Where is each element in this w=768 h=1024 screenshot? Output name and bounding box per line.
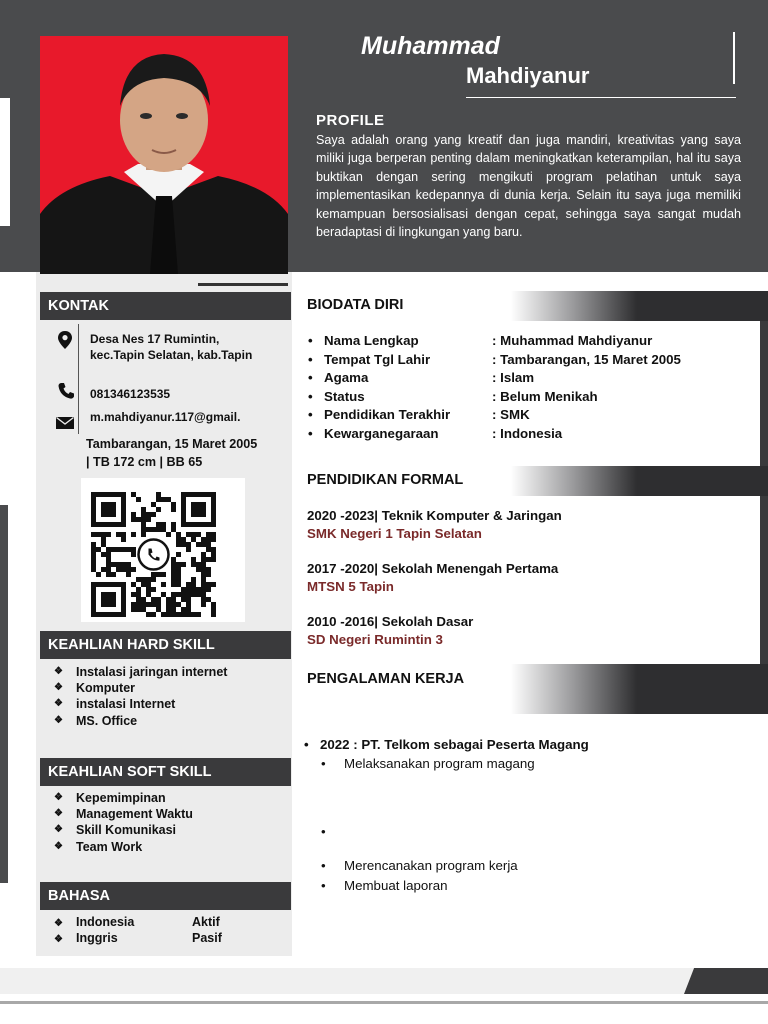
language-level: Aktif xyxy=(192,915,220,929)
experience-item xyxy=(304,737,589,752)
list-item-label: Instalasi jaringan internet xyxy=(76,665,228,679)
profile-text: Saya adalah orang yang kreatif dan juga mandiri, kreativitas yang saya miliki juga berperan penting dalam meningkatkan keterampilan, hal itu saya buktikan dengan sering mengikuti program pelatihan untuk saya implementasikan kedepannya di dunia kerja. Selain itu saya juga memiliki kemampuan bersosialisasi dengan cepat, sehingga saya sangat mudah beradaptasi di lingkungan yang baru. xyxy=(316,133,741,240)
experience-header: PENGALAMAN KERJA xyxy=(300,664,768,714)
biodata-label xyxy=(308,333,419,348)
education-period: 2017 -2020| Sekolah Menengah Pertama xyxy=(307,561,559,576)
profile-photo xyxy=(40,36,288,274)
language-item xyxy=(54,931,118,945)
name-divider xyxy=(466,97,736,98)
diamond-bullet-icon: ❖ xyxy=(54,792,63,803)
list-item-label: MS. Office xyxy=(76,713,138,728)
biodata-label xyxy=(308,370,368,385)
bullet-icon: • xyxy=(308,333,313,348)
list-item-label: Kepemimpinan xyxy=(76,791,166,805)
diamond-bullet-icon: ❖ xyxy=(54,918,63,929)
list-item xyxy=(54,664,227,680)
bullet-icon: • xyxy=(321,878,326,893)
biodata-label xyxy=(308,352,430,367)
list-item xyxy=(54,839,193,855)
biodata-label xyxy=(308,426,439,441)
diamond-bullet-icon: ❖ xyxy=(54,698,63,710)
bullet-icon: • xyxy=(304,737,309,752)
education-school: MTSN 5 Tapin xyxy=(307,579,394,594)
diamond-bullet-icon: ❖ xyxy=(54,824,63,836)
experience-subitem-text: Merencanakan program kerja xyxy=(344,858,518,873)
diamond-bullet-icon: ❖ xyxy=(54,934,63,945)
footer-rule xyxy=(0,1001,768,1004)
education-header: PENDIDIKAN FORMAL xyxy=(300,466,768,496)
phone-number: 081346123535 xyxy=(90,387,171,401)
name-first: Muhammad xyxy=(361,32,500,60)
profile-title: PROFILE xyxy=(316,112,385,129)
biodata-label-text: Kewarganegaraan xyxy=(324,426,439,441)
address-line-2: kec.Tapin Selatan, kab.Tapin xyxy=(90,348,253,362)
education-school: SMK Negeri 1 Tapin Selatan xyxy=(307,526,482,541)
experience-subitem xyxy=(321,878,447,893)
list-item-label: instalasi Internet xyxy=(76,697,176,712)
education-period: 2020 -2023| Teknik Komputer & Jaringan xyxy=(307,508,562,523)
address-line-1: Desa Nes 17 Rumintin, xyxy=(90,332,220,346)
bullet-icon: • xyxy=(321,858,326,873)
bullet-icon: • xyxy=(308,370,313,385)
biodata-value: : Tambarangan, 15 Maret 2005 xyxy=(492,352,681,367)
biodata-value: : Belum Menikah xyxy=(492,389,598,404)
birth-info: Tambarangan, 15 Maret 2005 xyxy=(86,437,258,451)
experience-empty-bullet xyxy=(321,824,344,839)
education-period: 2010 -2016| Sekolah Dasar xyxy=(307,614,474,629)
list-item xyxy=(54,790,193,806)
diamond-bullet-icon: ❖ xyxy=(54,840,63,852)
biodata-label-text: Tempat Tgl Lahir xyxy=(324,352,431,367)
footer-band xyxy=(0,968,768,994)
decor-strip xyxy=(0,505,8,883)
biodata-label-text: Agama xyxy=(324,370,369,385)
decor-edge xyxy=(760,321,768,467)
soft-skill-header: KEAHLIAN SOFT SKILL xyxy=(40,758,291,786)
list-item-label: Management Waktu xyxy=(76,807,193,822)
language-name: Inggris xyxy=(76,931,118,945)
bullet-icon: • xyxy=(321,824,326,839)
decor-edge xyxy=(760,496,768,664)
bullet-icon: • xyxy=(308,407,313,422)
list-item xyxy=(54,680,227,696)
language-level: Pasif xyxy=(192,931,222,945)
soft-skill-list xyxy=(54,790,193,855)
biodata-value: : Indonesia xyxy=(492,426,563,441)
biodata-value: : SMK xyxy=(492,407,530,422)
biodata-label xyxy=(308,407,450,422)
bullet-icon: • xyxy=(308,389,313,404)
hard-skill-list xyxy=(54,664,227,729)
experience-subitem-text: Melaksanakan program magang xyxy=(344,756,535,771)
experience-title: 2022 : PT. Telkom sebagai Peserta Magang xyxy=(320,737,589,752)
diamond-bullet-icon: ❖ xyxy=(54,682,63,694)
name-vertical-divider xyxy=(733,32,735,84)
email-icon xyxy=(55,413,75,433)
name-last: Mahdiyanur xyxy=(466,63,590,88)
biodata-label-text: Nama Lengkap xyxy=(324,333,419,348)
language-item xyxy=(54,915,134,929)
diamond-bullet-icon: ❖ xyxy=(54,714,63,726)
list-item xyxy=(54,822,193,838)
language-header: BAHASA xyxy=(40,882,291,910)
language-name: Indonesia xyxy=(76,915,135,929)
biodata-label-text: Status xyxy=(324,389,365,404)
list-item xyxy=(54,696,227,712)
email-address: m.mahdiyanur.117@gmail. xyxy=(90,410,241,424)
location-pin-icon xyxy=(55,330,75,350)
bullet-icon: • xyxy=(308,426,313,441)
list-item-label: Skill Komunikasi xyxy=(76,823,177,838)
hard-skill-header: KEAHLIAN HARD SKILL xyxy=(40,631,291,659)
body-info: | TB 172 cm | BB 65 xyxy=(86,455,203,469)
experience-subitem xyxy=(321,756,535,771)
qr-code xyxy=(81,478,245,622)
biodata-value: : Islam xyxy=(492,370,535,385)
diamond-bullet-icon: ❖ xyxy=(54,808,63,820)
decor-tab xyxy=(0,98,10,226)
biodata-header: BIODATA DIRI xyxy=(300,291,768,321)
photo-underline xyxy=(198,283,288,286)
list-item-label: Team Work xyxy=(76,839,143,854)
education-school: SD Negeri Rumintin 3 xyxy=(307,632,443,647)
experience-subitem-text: Membuat laporan xyxy=(344,878,448,893)
list-item xyxy=(54,713,227,729)
contact-divider xyxy=(78,324,79,434)
phone-icon xyxy=(56,381,76,401)
footer-accent xyxy=(684,968,768,994)
list-item-label: Komputer xyxy=(76,681,136,696)
biodata-label-text: Pendidikan Terakhir xyxy=(324,407,451,422)
diamond-bullet-icon: ❖ xyxy=(54,666,63,677)
biodata-value: : Muhammad Mahdiyanur xyxy=(492,333,653,348)
contact-header: KONTAK xyxy=(40,292,291,320)
experience-subitem xyxy=(321,858,518,873)
list-item xyxy=(54,806,193,822)
bullet-icon: • xyxy=(308,352,313,367)
bullet-icon: • xyxy=(321,756,326,771)
biodata-label xyxy=(308,389,365,404)
